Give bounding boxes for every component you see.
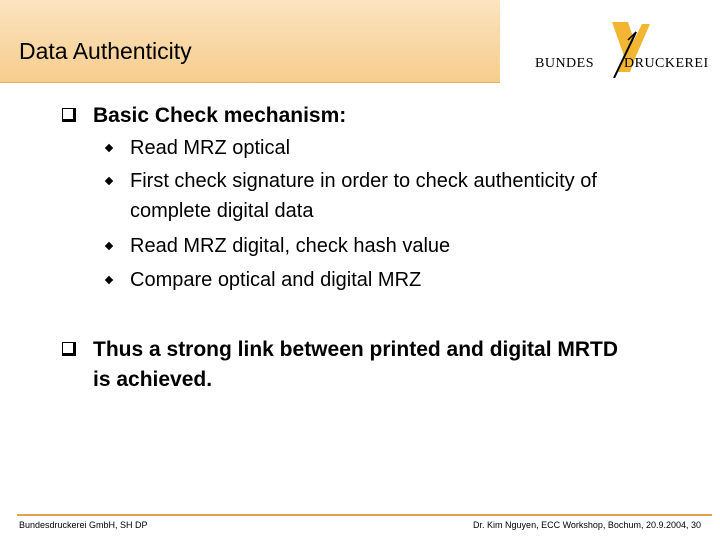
sub-point-text: Compare optical and digital MRZ (130, 269, 422, 291)
footer-organization: Bundesdruckerei GmbH, SH DP (19, 520, 148, 530)
main-point-heading: Basic Check mechanism: (93, 104, 347, 127)
bundesdruckerei-logo (530, 22, 715, 78)
diamond-bullet-icon (105, 177, 113, 185)
diamond-bullet-icon (105, 276, 113, 284)
sub-point-text: Read MRZ optical (130, 137, 291, 159)
footer-author-page: Dr. Kim Nguyen, ECC Workshop, Bochum, 20.9.2004, 30 (473, 520, 701, 530)
checkbox-bullet-icon (62, 342, 76, 356)
diamond-bullet-icon (105, 242, 113, 250)
logo-text-druckerei: DRUCKEREI (624, 56, 709, 71)
main-point-line-2: is achieved. (93, 368, 213, 391)
sub-point-text: Read MRZ digital, check hash value (130, 235, 451, 257)
checkbox-bullet-icon (62, 108, 76, 122)
sub-point-text: First check signature in order to check authenticity of (130, 170, 597, 192)
sub-point-text-continued: complete digital data (130, 200, 314, 222)
logo-text-bundes: BUNDES (535, 56, 595, 71)
footer-divider (17, 514, 712, 516)
slide-title: Data Authenticity (19, 38, 192, 64)
diamond-bullet-icon (105, 144, 113, 152)
title-band (0, 0, 500, 83)
main-point-line-1: Thus a strong link between printed and digital MRTD (93, 338, 619, 361)
